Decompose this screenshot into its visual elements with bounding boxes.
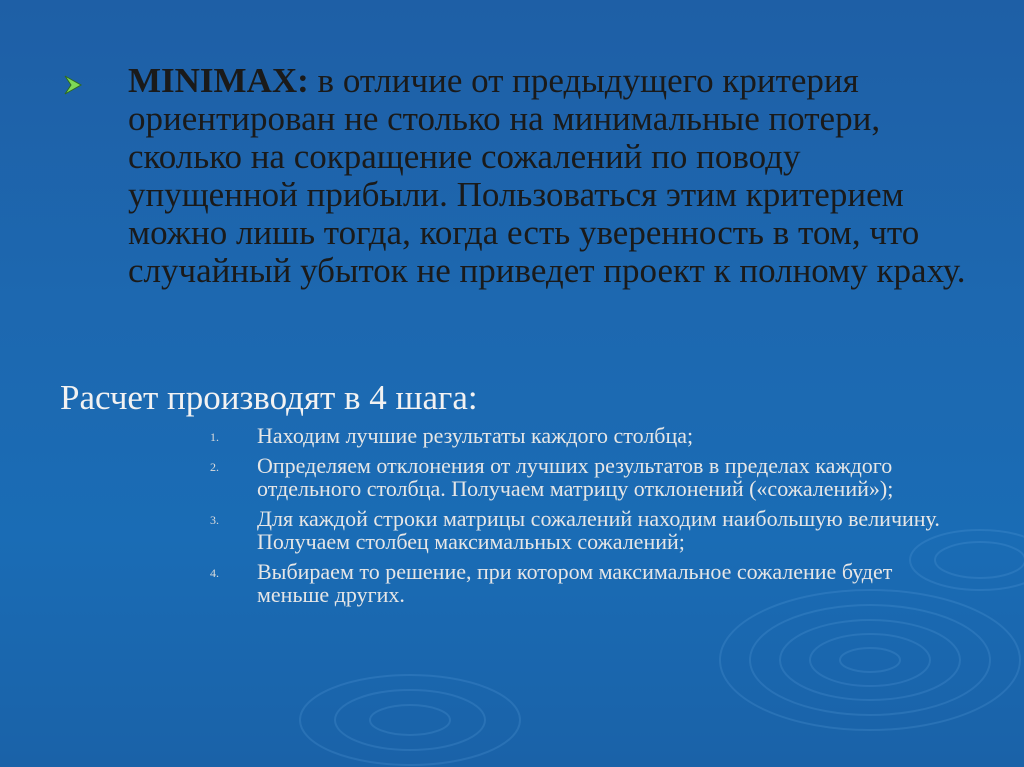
arrowhead-bullet-icon xyxy=(62,74,84,96)
step-text: Находим лучшие результаты каждого столбца; xyxy=(257,423,694,448)
step-text: Выбираем то решение, при котором максимальное сожаление будет меньше других. xyxy=(257,559,893,607)
minimax-term: MINIMAX: xyxy=(128,61,309,100)
steps-list xyxy=(210,424,970,613)
step-number: 1. xyxy=(210,430,219,444)
step-number: 4. xyxy=(210,566,219,580)
step-text: Определяем отклонения от лучших результатов в пределах каждого отдельного столбца. Получаем матрицу отклонений («сожалений»); xyxy=(257,453,894,501)
minimax-body-text: в отличие от предыдущего критерия ориентирован не столько на минимальные потери, сколько на сокращение сожалений по поводу упущенной прибыли. Пользоваться этим критерием можно лишь тогда, когда есть уверенность в том, что случайный убыток не приведет проект к полному краху. xyxy=(128,61,966,290)
step-item xyxy=(210,454,970,500)
minimax-description xyxy=(128,62,978,290)
steps-heading: Расчет производят в 4 шага: xyxy=(60,378,478,417)
step-item xyxy=(210,424,970,447)
step-item xyxy=(210,560,970,606)
step-number: 3. xyxy=(210,513,219,527)
step-text: Для каждой строки матрицы сожалений находим наибольшую величину. Получаем столбец максимальных сожалений; xyxy=(257,506,940,554)
step-item xyxy=(210,507,970,553)
step-number: 2. xyxy=(210,460,219,474)
